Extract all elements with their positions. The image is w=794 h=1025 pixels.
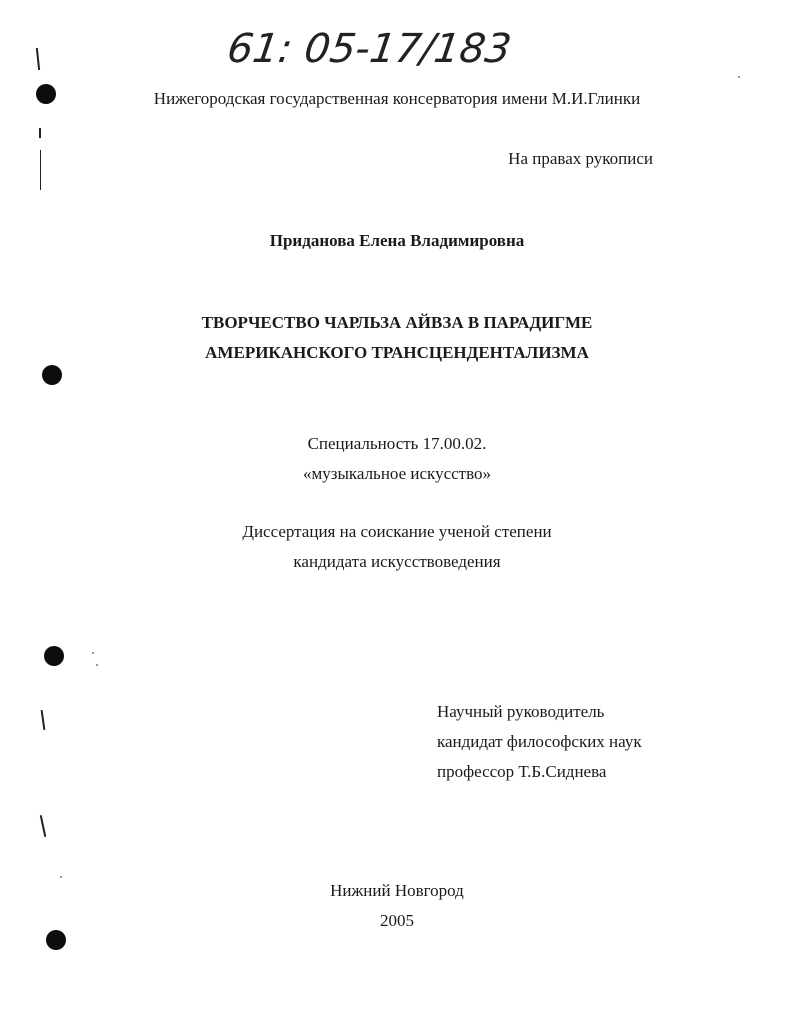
scan-edge-mark [40, 815, 47, 837]
scan-speck [60, 876, 62, 878]
year: 2005 [380, 911, 414, 930]
title-line-1: ТВОРЧЕСТВО ЧАРЛЬЗА АЙВЗА В ПАРАДИГМЕ [201, 313, 593, 332]
specialty-name: «музыкальное искусство» [302, 464, 492, 483]
punch-hole-icon [42, 365, 62, 385]
degree-line-2: кандидата искусствоведения [293, 552, 501, 571]
supervisor-name: профессор Т.Б.Сиднева [437, 762, 607, 781]
rights-note: На правах рукописи [508, 149, 653, 168]
scan-edge-mark [41, 710, 46, 730]
city: Нижний Новгород [330, 881, 464, 900]
supervisor-degree: кандидат философских наук [437, 732, 642, 751]
punch-hole-icon [36, 84, 56, 104]
handwritten-catalog-number [224, 18, 514, 74]
scan-edge-mark [39, 128, 41, 138]
degree-line-1: Диссертация на соискание ученой степени [242, 522, 552, 541]
institution-name: Нижегородская государственная консерватория имени М.И.Глинки [153, 89, 641, 108]
author-name: Приданова Елена Владимировна [269, 231, 525, 250]
punch-hole-icon [44, 646, 64, 666]
scan-speck [92, 652, 94, 654]
scan-speck [738, 76, 740, 78]
supervisor-label: Научный руководитель [437, 702, 605, 721]
scan-edge-mark [36, 48, 40, 70]
scan-speck [96, 664, 98, 666]
punch-hole-icon [46, 930, 66, 950]
title-line-2: АМЕРИКАНСКОГО ТРАНСЦЕНДЕНТАЛИЗМА [205, 343, 589, 362]
scan-edge-mark [40, 150, 41, 190]
catalog-number-text: 61: 05-17/183 [224, 26, 514, 72]
specialty-code: Специальность 17.00.02. [307, 434, 487, 453]
